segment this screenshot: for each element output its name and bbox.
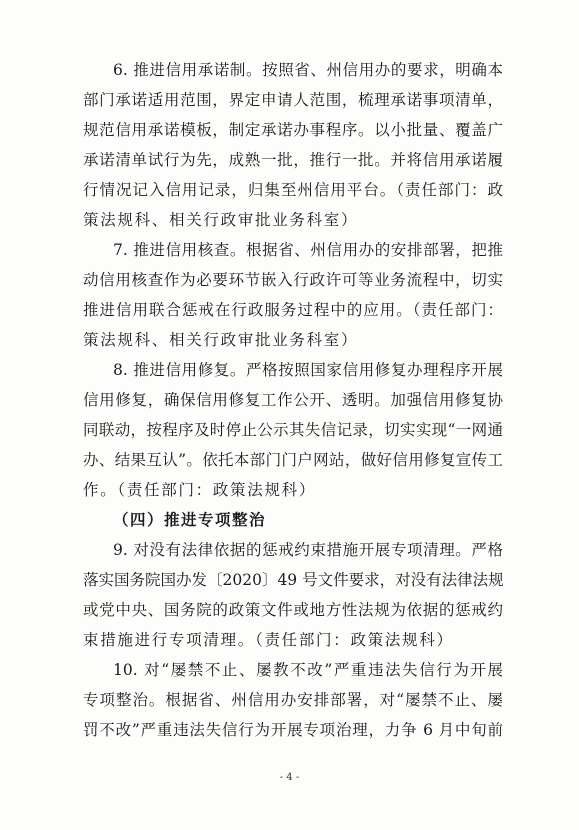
paragraph-line: 部门承诺适用范围，界定申请人范围，梳理承诺事项清单， (83, 91, 503, 109)
paragraph-line: 10. 对“屡禁不止、屡教不改”严重违法失信行为开展 (113, 661, 503, 679)
paragraph-line: 推进信用联合惩戒在行政服务过程中的应用。（责任部门： (83, 301, 503, 319)
paragraph-line: 7. 推进信用核查。根据省、州信用办的安排部署，把推 (113, 241, 503, 259)
paragraph-line: 专项整治。根据省、州信用办安排部署，对“屡禁不止、屡 (83, 691, 503, 709)
paragraph-line: 策法规科、相关行政审批业务科室） (83, 331, 359, 349)
paragraph-line: 信用修复，确保信用修复工作公开、透明。加强信用修复协 (83, 391, 503, 409)
page-number: - 4 - (279, 772, 300, 783)
paragraph-line: 或党中央、国务院的政策文件或地方性法规为依据的惩戒约 (83, 601, 503, 619)
paragraph-line: 承诺清单试行为先，成熟一批，推行一批。并将信用承诺履 (83, 151, 503, 169)
paragraph-line: 策法规科、相关行政审批业务科室） (83, 211, 359, 229)
paragraph-line: 行情况记入信用记录，归集至州信用平台。（责任部门：政 (83, 181, 503, 199)
paragraph-line: 6. 推进信用承诺制。按照省、州信用办的要求，明确本 (113, 61, 503, 79)
paragraph-line: 落实国务院国办发〔2020〕49 号文件要求，对没有法律法规 (83, 571, 504, 589)
paragraph-line: 规范信用承诺模板，制定承诺办事程序。以小批量、覆盖广 (83, 121, 503, 139)
paragraph-line: 办、结果互认”。依托本部门门户网站，做好信用修复宣传工 (83, 451, 503, 469)
paragraph-line: 束措施进行专项清理。（责任部门：政策法规科） (83, 631, 454, 649)
paragraph-line: 罚不改”严重违法失信行为开展专项治理，力争 6 月中旬前 (83, 721, 503, 739)
paragraph-line: 作。（责任部门：政策法规科） (83, 481, 317, 499)
paragraph-line: 9. 对没有法律依据的惩戒约束措施开展专项清理。严格 (113, 541, 503, 559)
paragraph-line: 8. 推进信用修复。严格按照国家信用修复办理程序开展 (113, 361, 503, 379)
paragraph-line: 动信用核查作为必要环节嵌入行政许可等业务流程中，切实 (83, 271, 503, 289)
paragraph-line: 同联动，按程序及时停止公示其失信记录，切实实现“一网通 (83, 421, 503, 439)
section-heading: （四）推进专项整治 (113, 511, 267, 529)
